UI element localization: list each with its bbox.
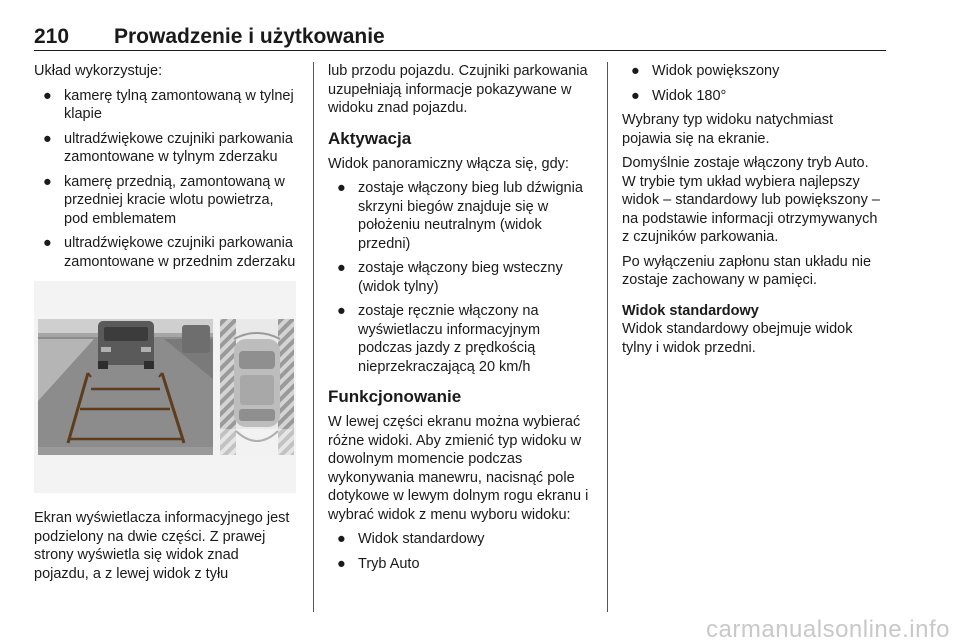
bullet-icon: ● <box>631 87 640 104</box>
intro-text: Układ wykorzystuje: <box>34 63 163 79</box>
watermark: carmanualsonline.info <box>706 616 950 643</box>
bullet-icon: ● <box>337 531 346 547</box>
rear-camera-view <box>38 319 213 455</box>
page-title: Prowadzenie i użytkowanie <box>114 25 385 48</box>
activation-heading: Aktywacja <box>328 128 412 148</box>
list-item: ● kamerę tylną zamontowaną w tylnej klapie <box>43 87 294 122</box>
bullet-icon: ● <box>43 173 52 190</box>
bullet-icon: ● <box>43 235 52 251</box>
page-header <box>34 26 886 51</box>
function-heading: Funkcjonowanie <box>328 387 462 406</box>
standard-view-text: Widok standardowy obejmuje widok tylny i widok przedni. <box>622 321 853 356</box>
paragraph: Domyślnie zostaje włączony tryb Auto. W trybie tym układ wybiera najlepszy widok – standardowy lub powiększony – na podstawie informacji otrzymywanych z czujników parkowania. <box>622 155 880 245</box>
list-item: ● Widok 180° <box>631 87 727 104</box>
view-list <box>328 530 596 573</box>
top-view <box>220 319 294 455</box>
list-item: ● Tryb Auto <box>337 555 420 572</box>
paragraph: Po wyłączeniu zapłonu stan układu nie zostaje zachowany w pamięci. <box>622 253 872 288</box>
list-item: ● ultradźwiękowe czujniki parkowania zamontowane w tylnym zderzaku <box>43 130 293 165</box>
standard-view-heading: Widok standardowy <box>622 302 759 319</box>
system-components-list <box>34 87 296 272</box>
column-2 <box>328 62 596 579</box>
column-1 <box>34 62 296 589</box>
page-number: 210 <box>34 25 70 48</box>
list-item: ● ultradźwiękowe czujniki parkowania zamontowane w przednim zderzaku <box>43 235 296 270</box>
bullet-icon: ● <box>337 555 346 572</box>
activation-intro: Widok panoramiczny włącza się, gdy: <box>328 155 569 172</box>
bullet-icon: ● <box>631 63 640 79</box>
column-3 <box>622 62 886 363</box>
bullet-icon: ● <box>43 130 52 147</box>
column-divider <box>607 62 608 612</box>
column-divider <box>313 62 314 612</box>
paragraph: Wybrany typ widoku natychmiast pojawia się na ekranie. <box>622 112 834 147</box>
list-item: ● Widok powiększony <box>631 63 780 79</box>
list-item: ● kamerę przednią, zamontowaną w przedniej kracie wlotu powietrza, pod emblematem <box>43 173 285 227</box>
continuation-text: lub przodu pojazdu. Czujniki parkowania uzupełniają informacje pokazywane w widoku znad pojazdu. <box>328 63 588 116</box>
list-item: ● Widok standardowy <box>337 531 485 547</box>
bullet-icon: ● <box>337 303 346 319</box>
bullet-icon: ● <box>43 87 52 104</box>
camera-display-illustration <box>34 281 296 493</box>
bullet-icon: ● <box>337 180 346 196</box>
list-item: ● zostaje ręcznie włączony na wyświetlaczu informacyjnym podczas jazdy z prędkością nieprzekraczającą 20 km/h <box>337 303 541 375</box>
figure-caption: Ekran wyświetlacza informacyjnego jest podzielony na dwie części. Z prawej strony wyświetla się widok znad pojazdu, a z lewej widok z tyłu <box>34 510 290 582</box>
view-list-continued <box>622 62 886 105</box>
function-text: W lewej części ekranu można wybierać różne widoki. Aby zmienić typ widoku w dowolnym momencie podczas wykonywania manewru, nacisnąć pole dotykowe w lewym dolnym rogu ekranu i wybrać widok z menu wyboru widoku: <box>328 414 589 523</box>
activation-list <box>328 179 596 376</box>
list-item: ● zostaje włączony bieg lub dźwignia skrzyni biegów znajduje się w położeniu neutralnym (widok przedni) <box>337 180 583 252</box>
bullet-icon: ● <box>337 260 346 276</box>
list-item: ● zostaje włączony bieg wsteczny (widok tylny) <box>337 260 563 295</box>
